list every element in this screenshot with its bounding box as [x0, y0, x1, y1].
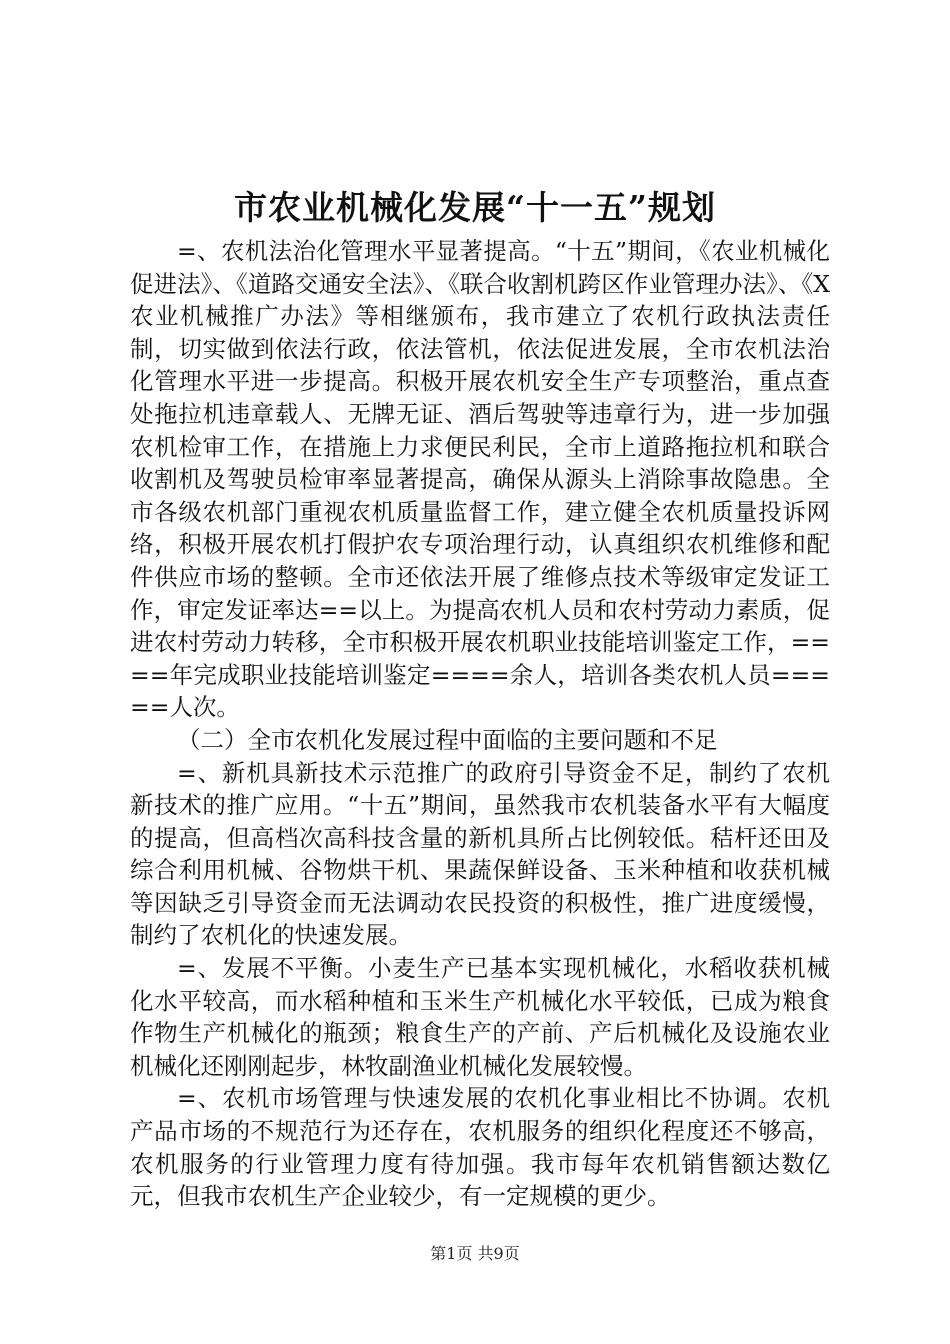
paragraph-uneven-development: =、发展不平衡。小麦生产已基本实现机械化，水稻收获机械化水平较高，而水稻种植和玉米生产机械化水平较低，已成为粮食作物生产机械化的瓶颈；粮食生产的产前、产后机械化及设施农业机械化还刚刚起步，林牧副渔业机械化发展较慢。 [130, 954, 830, 1080]
document-body [130, 235, 830, 1213]
paragraph-market-management: =、农机市场管理与快速发展的农机化事业相比不协调。农机产品市场的不规范行为还存在，农机服务的组织化程度还不够高，农机服务的行业管理力度有待加强。我市每年农机销售额达数亿元，但我市农机生产企业较少，有一定规模的更少。 [130, 1084, 830, 1211]
paragraph-funding-shortage: =、新机具新技术示范推广的政府引导资金不足，制约了农机新技术的推广应用。“十五”期间，虽然我市农机装备水平有大幅度的提高，但高档次高科技含量的新机具所占比例较低。秸杆还田及综合利用机械、谷物烘干机、果蔬保鲜设备、玉米种植和收获机械等因缺乏引导资金而无法调动农民投资的积极性，推广进度缓慢，制约了农机化的快速发展。 [130, 758, 830, 950]
paragraph-legal-management: =、农机法治化管理水平显著提高。“十五”期间，《农业机械化促进法》、《道路交通安全法》、《联合收割机跨区作业管理办法》、《X农业机械推广办法》等相继颁布，我市建立了农机行政执法责任制，切实做到依法行政，依法管机，依法促进发展，全市农机法治化管理水平进一步提高。积极开展农机安全生产专项整治，重点查处拖拉机违章载人、无牌无证、酒后驾驶等违章行为，进一步加强农机检审工作，在措施上力求便民利民，全市上道路拖拉机和联合收割机及驾驶员检审率显著提高，确保从源头上消除事故隐患。全市各级农机部门重视农机质量监督工作，建立健全农机质量投诉网络，积极开展农机打假护农专项治理行动，认真组织农机维修和配件供应市场的整顿。全市还依法开展了维修点技术等级审定发证工作，审定发证率达==以上。为提高农机人员和农村劳动力素质，促进农村劳动力转移，全市积极开展农机职业技能培训鉴定工作，====年完成职业技能培训鉴定====余人，培训各类农机人员=====人次。 [130, 237, 830, 722]
section-heading-problems: （二）全市农机化发展过程中面临的主要问题和不足 [177, 725, 718, 754]
page-footer: 第1页 共9页 [430, 1244, 520, 1263]
document-title: 市农业机械化发展“十一五”规划 [234, 188, 716, 227]
